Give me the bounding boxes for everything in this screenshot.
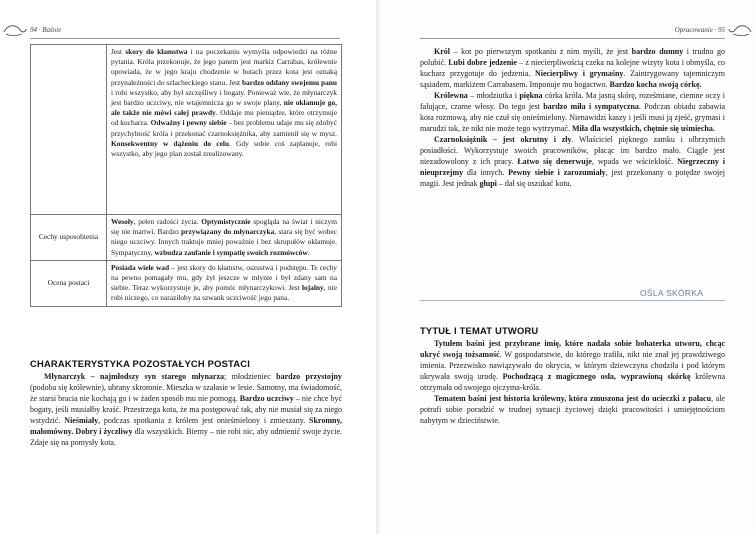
left-page-header: 94 · Baśnie [30,26,62,34]
bold-phrase: Miła dla wszystkich, chętnie się uśmiecha. [571,124,715,133]
bold-phrase: Nieśmiały [64,416,99,425]
bold-phrase: skory do kłamstwa [125,47,188,56]
chapter-rule [420,300,725,301]
table-cell-temperament: Wesoły, pełen radości życia. Optymistycznie spogląda na świat i niczym się nie martwi. Bardzo przywiązany do młynarczyka, stara się być wobec niego uczciwy. Innych traktuje mniej poważnie i bez skrupułów okłamuje. Sympatyczny, wzbudza zaufanie i sympatię swoich rozmówców. [107,215,342,261]
row-label-temperament: Cechy usposobienia [31,215,107,261]
bold-phrase: Tytułem baśni jest przybrane imię, które nadała sobie bohaterka utworu, chcąc ukryć swoją tożsamość [420,339,725,359]
bold-phrase: piękna [519,91,543,100]
chapter-title: OŚLA SKÓRKA [640,288,704,298]
table-row [31,215,342,261]
bold-phrase: nie okłamuje go, ale także nie mówi całej prawdy [111,98,337,118]
bold-phrase: lojalny [301,283,324,293]
bold-phrase: Niegrzeczny i nieuprzejmy [420,157,726,177]
characters-text [420,46,725,189]
character-traits-table [30,44,342,307]
right-page-header: Opracowanie · 95 [674,26,725,34]
bold-phrase: Skromny, małomówny. Dobry i życzliwy [30,416,343,436]
bold-phrase: Łatwo się denerwuje [517,157,592,166]
miller-son-paragraph [30,371,342,448]
bold-phrase: Bardzo kocha swoją córkę. [609,80,702,89]
bold-phrase: Wesoły [111,217,134,226]
bold-phrase: głupi [479,179,497,188]
table-row [31,260,342,306]
bold-phrase: bardzo oddany swojemu panu [241,77,338,87]
bold-phrase: Konsekwentny w dążeniu do celu [111,138,230,148]
paragraph: Młynarczyk – najmłodszy syn starego młynarza; młodzieniec bardzo przystojny (podoba się królewnie), ubrany skromnie. Mieszka w szałasie w lesie. Samotny, ma świadomość, że starsi bracia nie kochają go i w żaden sposób mu nie pomogą. Bardzo uczciwy – nie chce być bogaty, jeśli musiałby kraść. Przestrzega kota, że ma postępować tak, aby nie musiał się za niego wstydzić. Nieśmiały, podczas spotkania z królem jest onieśmielony i zmieszany. Skromny, małomówny. Dobry i życzliwy dla wszystkich. Bierny – nie robi nic, aby odmienić swoje życie. Zdaje się na pomysły kota. [30,372,343,447]
bold-phrase: wzbudza zaufanie i sympatię swoich rozmówców [154,247,308,257]
bold-phrase: bardzo przystojny [276,372,342,381]
section-title-other-characters: CHARAKTERYSTYKA POZOSTAŁYCH POSTACI [30,358,251,369]
table-cell-evaluation: Posiada wiele wad – jest skory do kłamstw, oszustwa i podstępu. Te cechy na pewno pomagały mu, gdy żył jeszcze w młynie i był zdany sam na siebie. Teraz wykorzystuje je, aby pomóc młynarczykowi. Jest lojalny, nie robi niczego, co naraziłoby na szwank uczciwość jego pana. [107,260,342,306]
bold-phrase: przywiązany do młynarczyka [181,227,275,237]
bold-phrase: Pewny siebie i zarozumiały [508,168,606,177]
paragraph-princess: Królewna – młodziutka i piękna córka króla. Ma jasną skórę, roześmiane, ciemne oczy i falujące, czarne włosy. Do tego jest bardzo miła i sympatyczna. Podczas obiadu zabawia kota rozmową, aby nie czuł się onieśmielony. Nienawidzi kaszy i jeśli musi ją zjeść, grymasi i marudzi tak, że nikt nie może tego wytrzymać. Miła dla wszystkich, chętnie się uśmiecha. [420,91,726,133]
section-title-topic: TYTUŁ I TEMAT UTWORU [420,325,539,336]
flourish-ornament-icon [2,20,28,38]
bold-phrase: Królewna [434,91,468,100]
paragraph-sorcerer: Czarnoksiężnik – jest okrutny i zły. Właściciel pięknego zamku i olbrzymich posiadłości. Wykorzystuje swoich pracowników, płacąc im bardzo mało. Ciągle jest niezadowolony z ich pracy. Łatwo się denerwuje, wpada we wściekłość. Niegrzeczny i nieuprzejmy dla innych. Pewny siebie i zarozumiały, jest przekonany o potędze swojej magii. Jest jednak głupi – dał się oszukać kotu. [420,135,726,188]
flourish-ornament-icon [727,20,753,38]
bold-phrase: Czarnoksiężnik – jest okrutny i zły [434,135,572,144]
bold-phrase: Niecierpliwy i grymaśny [534,69,624,78]
bold-phrase: Optymistycznie [201,217,251,226]
bold-phrase: Bardzo uczciwy [239,394,294,403]
topic-text [420,338,725,426]
bold-phrase: Tematem baśni jest historia królewny, która zmuszona jest do ucieczki z pałacu [434,394,712,403]
bold-phrase: Lubi dobre jedzenie [448,58,517,67]
bold-phrase: Posiada wiele wad [111,262,170,272]
row-label [31,45,107,215]
bold-phrase: Odważny i pewny siebie [150,118,227,128]
bold-phrase: bardzo miła i sympatyczna [543,102,639,111]
table-cell-behavior: Jest skory do kłamstwa i na poczekaniu wymyśla odpowiedzi na różne pytania. Króla przekonuje, że jego panem jest markiz Carrabas, królewnie opowiada, że w jego kraju chodzenie w butach przez kota jest oznaką przynależności do szlacheckiego stanu. Jest bardzo oddany swojemu panu i robi wszystko, aby był szczęśliwy i bogaty. Ponieważ wie, że młynarczyk jest bardzo uczciwy, nie wtajemnicza go w swoje plany, nie okłamuje go, ale także nie mówi całej prawdy. Oddaje mu pieniądze, które otrzymuje od kucharza. Odważny i pewny siebie – bez problemu udaje mu się zdobyć przychylność króla i przekonać czarnoksiężnika, aby zamienił się w mysz. Konsekwentny w dążeniu do celu. Gdy sobie coś zaplanuje, robi wszystko, aby jego plan został zrealizowany. [107,45,342,215]
bold-phrase: Pochodzącą z magicznego osła, wyprawioną skórkę [502,372,691,381]
row-label-evaluation: Ocena postaci [31,260,107,306]
header-rule [30,38,340,39]
paragraph-theme: Tematem baśni jest historia królewny, która zmuszona jest do ucieczki z pałacu, ale potrafi sobie poradzić w trudnej sytuacji życiowej dzięki pracowitości i umiejętnościom nabytym w dzieciństwie. [420,394,725,425]
paragraph-title: Tytułem baśni jest przybrane imię, które nadała sobie bohaterka utworu, chcąc ukryć swoją tożsamość. W gospodarstwie, do którego trafiła, nikt nie znał jej prawdziwego imienia. Przezwisko nawiązywało do okrycia, w którym dziewczyna chodziła i pod którym ukrywała swoją urodę. Pochodzącą z magicznego osła, wyprawioną skórkę królewna otrzymała od swojego ojczyma-króla. [420,339,726,392]
paragraph-king: Król – kot po pierwszym spotkaniu z nim myśli, że jest bardzo dumny i trudno go polubić. Lubi dobre jedzenie – z niecierpliwością czeka na kolejne wizyty kota i obmyśla, co kucharz przygotuje do jedzenia. Niecierpliwy i grymaśny. Zaintrygowany tajemniczym sąsiadem, markizem Carrabasem. Imponuje mu bogactwo. Bardzo kocha swoją córkę. [420,47,726,89]
book-gutter [376,0,379,534]
bold-phrase: bardzo dumny [631,47,684,56]
table-row [31,45,342,215]
bold-phrase: Król [434,47,450,56]
bold-phrase: Młynarczyk – najmłodszy syn starego młynarza [44,372,225,381]
header-rule [420,38,725,39]
